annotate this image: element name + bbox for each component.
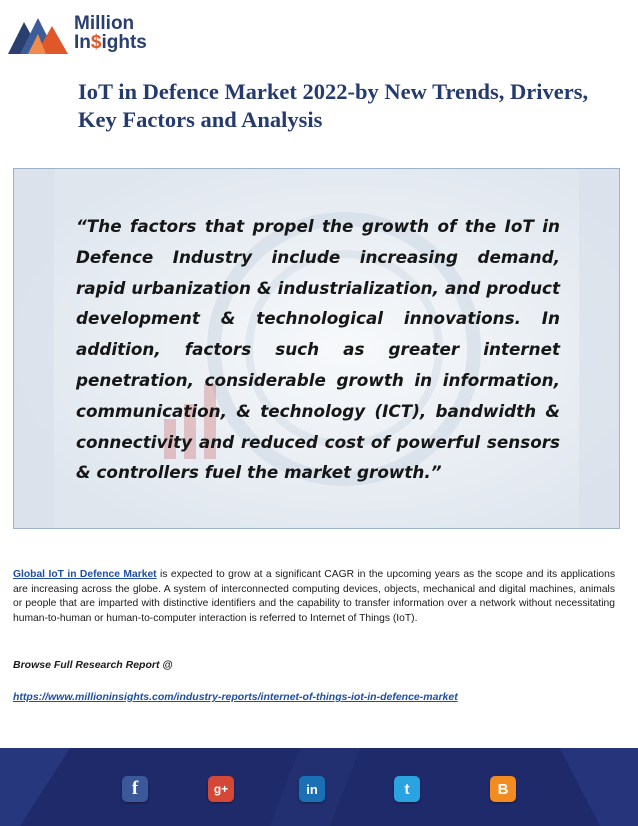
logo-in: In [74,32,91,53]
logo-ights: ights [101,32,147,53]
browse-label: Browse Full Research Report @ [13,659,173,671]
google-plus-icon[interactable]: g+ [208,776,234,802]
facebook-icon[interactable]: f [122,776,148,802]
footer-bar [0,748,638,826]
linkedin-icon[interactable]: in [299,776,325,802]
logo-mountain-icon [6,10,70,56]
quote-panel [13,168,620,529]
logo-line-million: Million [74,13,135,34]
brand-logo [6,8,176,56]
twitter-icon[interactable]: t [394,776,420,802]
blogger-icon[interactable]: B [490,776,516,802]
logo-line-insights [74,33,147,52]
report-url-link[interactable]: https://www.millioninsights.com/industry-reports/internet-of-things-iot-in-defence-market [13,691,458,703]
quote-text: “The factors that propel the growth of the IoT in Defence Industry include increasing demand, rapid urbanization & industrialization, and product development & technological innovations. In addition, factors such as greater internet penetration, considerable growth in information, communication, & technology (ICT), bandwidth & connectivity and reduced cost of powerful sensors & controllers fuel the market growth.” [76,216,560,483]
intro-paragraph [13,568,615,626]
page-title: IoT in Defence Market 2022-by New Trends, Drivers, Key Factors and Analysis [78,79,589,132]
logo-wordmark [74,14,147,52]
logo-dollar: $ [90,32,102,53]
market-link[interactable]: Global IoT in Defence Market [13,569,157,580]
intro-paragraph-text: is expected to grow at a significant CAGR in the upcoming years as the scope and its applications are increasing across the globe. A system of interconnected computing devices, objects, mechanical and digital machines, animals or people that are imparted with distinctive identifiers and the capability to transfer information over a network without necessitating human-to-human or human-to-computer interaction is referred to Internet of Things (IoT). [13,569,616,624]
